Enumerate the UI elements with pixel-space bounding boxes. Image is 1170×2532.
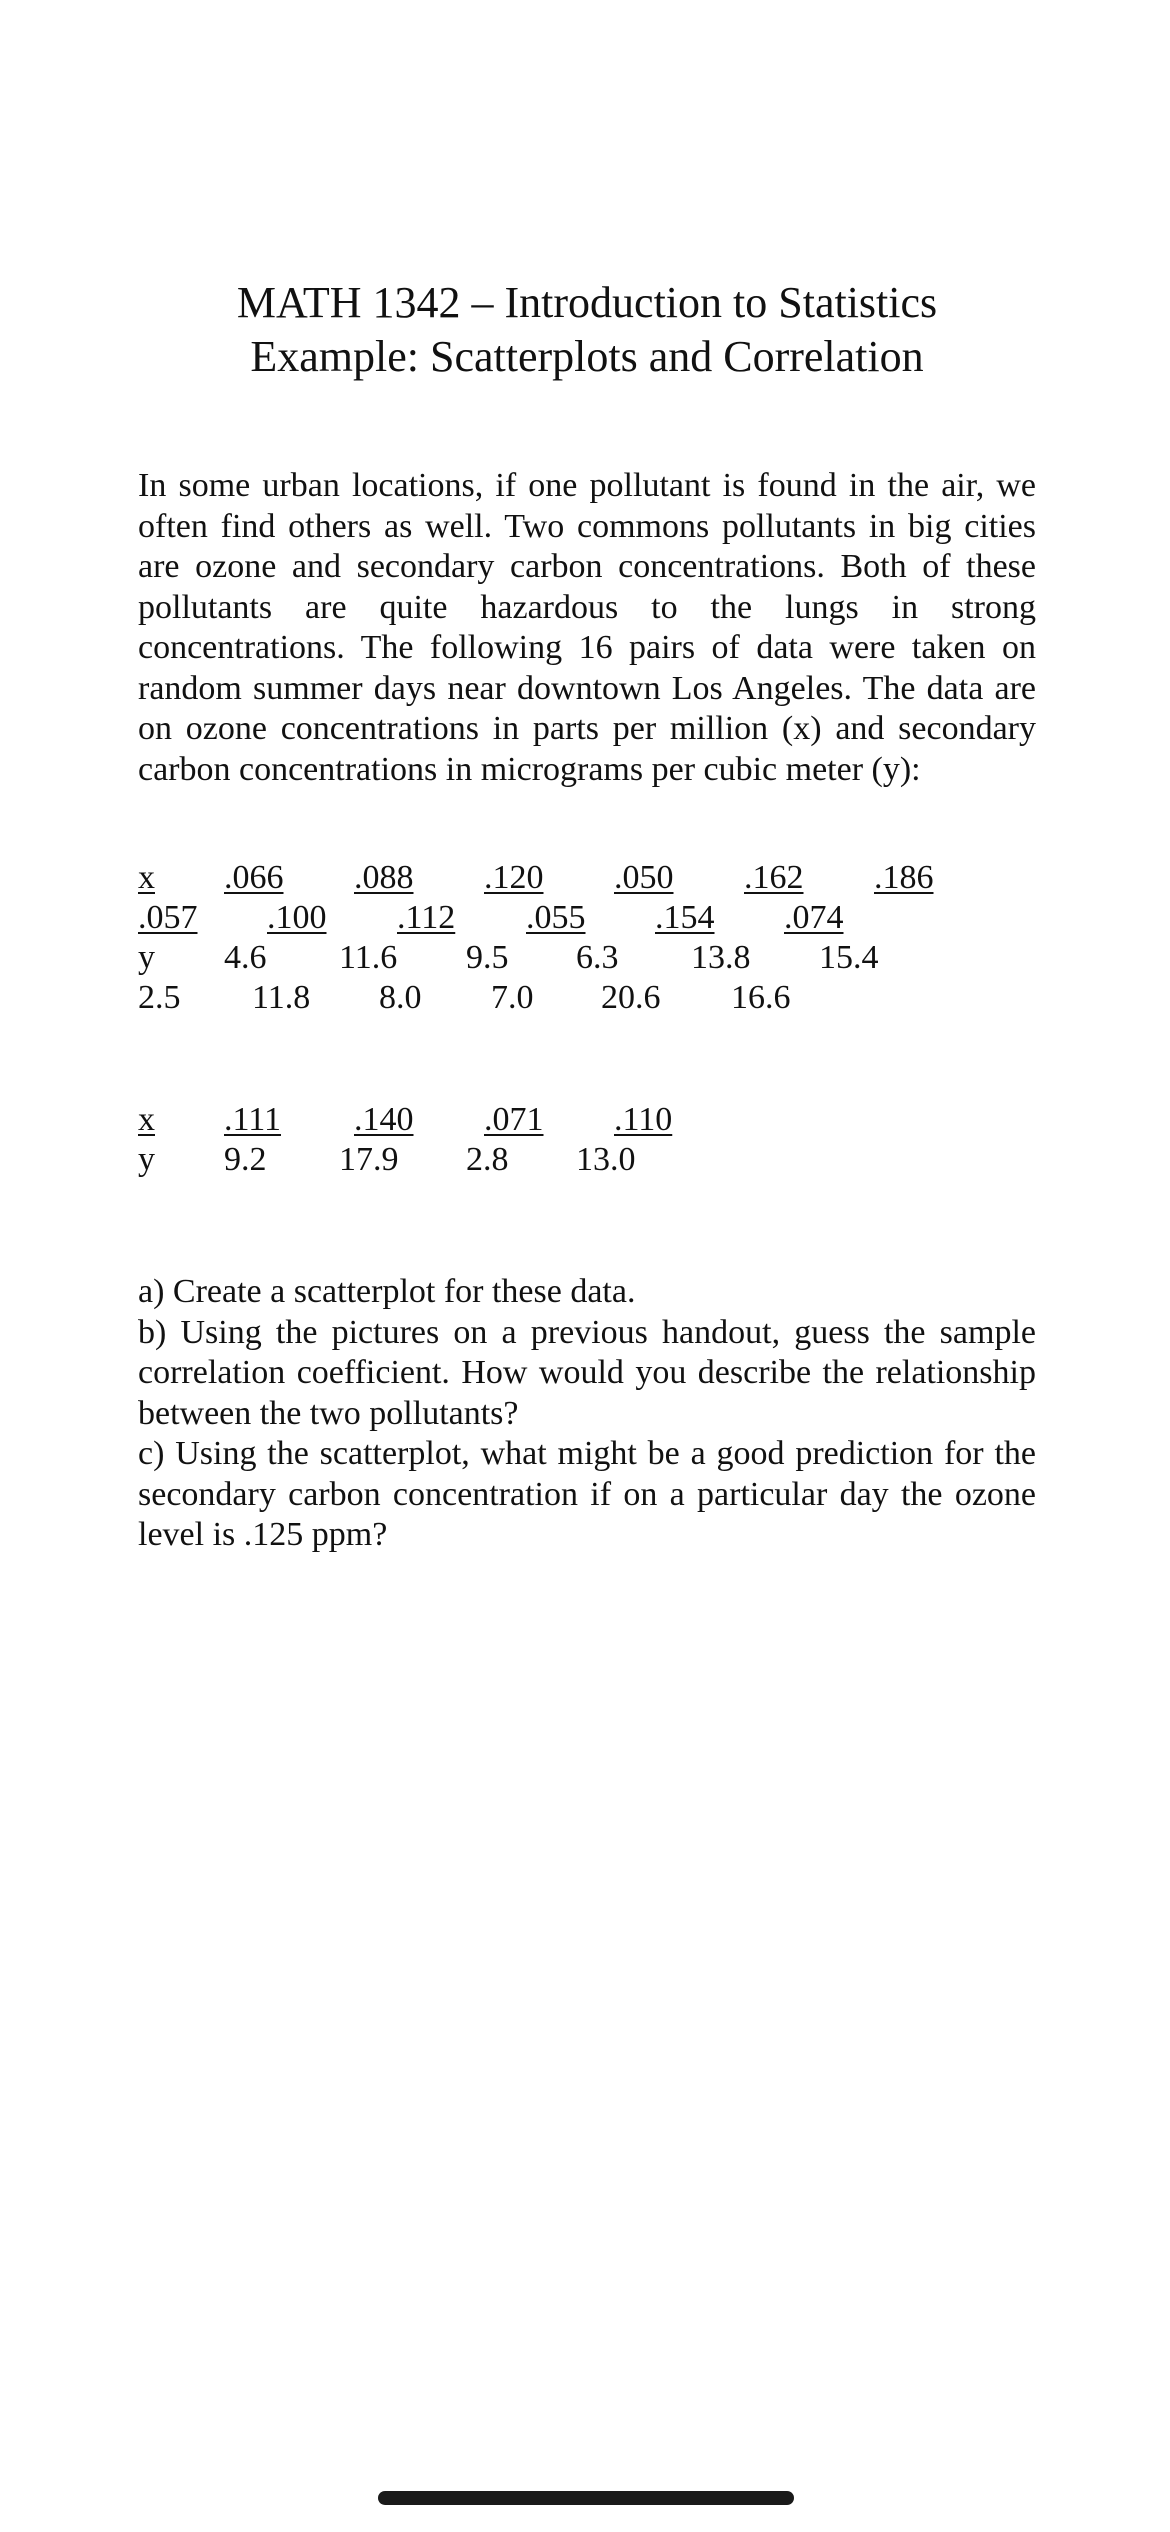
table2-y-value: 2.8 [466, 1141, 509, 1178]
table1-x-value: .186 [874, 859, 934, 896]
table1-y-value: 20.6 [601, 979, 661, 1016]
table2-y-value: 9.2 [224, 1141, 267, 1178]
intro-paragraph: In some urban locations, if one pollutant is found in the air, we often find others as well. Two commons pollutants in big cities are ozone and secondary carbon concentrations. Both of these pollutants are quite hazardous to the lungs in strong concentrations. The following 16 pairs of data were taken on random summer days near downtown Los Angeles. The data are on ozone concentrations in parts per million (x) and secondary carbon concentrations in micrograms per cubic meter (y): [138, 467, 1036, 788]
table1-x-value: .050 [614, 859, 674, 896]
table1-x-value: .057 [138, 899, 198, 936]
table2-x-label: x [138, 1101, 155, 1138]
table1-y-value: 16.6 [731, 979, 791, 1016]
table1-x-value: .074 [784, 899, 844, 936]
table2-x-value: .110 [614, 1101, 673, 1138]
table1-x-value: .088 [354, 859, 414, 896]
table1-y-value: 7.0 [491, 979, 534, 1016]
table2-x-value: .071 [484, 1101, 544, 1138]
table1-x-value: .055 [526, 899, 586, 936]
table1-y-value: 4.6 [224, 939, 267, 976]
table1-y-value: 15.4 [819, 939, 879, 976]
home-indicator[interactable] [378, 2491, 794, 2505]
table2-y-value: 13.0 [576, 1141, 636, 1178]
table1-x-value: .066 [224, 859, 284, 896]
question-b: b) Using the pictures on a previous handout, guess the sample correlation coefficient. How would you describe the relationship between the two pollutants? [138, 1313, 1036, 1432]
document-title [138, 276, 1036, 384]
example-title: Example: Scatterplots and Correlation [250, 332, 924, 381]
table1-x-value: .112 [397, 899, 456, 936]
table2-y-label: y [138, 1141, 155, 1178]
table2-x-value: .140 [354, 1101, 414, 1138]
table1-x-value: .120 [484, 859, 544, 896]
table2-y-value: 17.9 [339, 1141, 399, 1178]
table1-x-value: .162 [744, 859, 804, 896]
table1-x-value: .100 [267, 899, 327, 936]
table1-y-label: y [138, 939, 155, 976]
table1-y-value: 11.6 [339, 939, 398, 976]
table1-y-value: 6.3 [576, 939, 619, 976]
table1-x-label: x [138, 859, 155, 896]
table1-y-value: 8.0 [379, 979, 422, 1016]
table1-y-value: 9.5 [466, 939, 509, 976]
questions-section [138, 1272, 1036, 1556]
table1-x-value: .154 [655, 899, 715, 936]
table2-x-value: .111 [224, 1101, 281, 1138]
question-c: c) Using the scatterplot, what might be a good prediction for the secondary carbon concentration if on a particular day the ozone level is .125 ppm? [138, 1435, 1036, 1553]
table1-y-value: 13.8 [691, 939, 751, 976]
course-title: MATH 1342 – Introduction to Statistics [236, 278, 938, 327]
table1-y-value: 11.8 [252, 979, 311, 1016]
question-a: a) Create a scatterplot for these data. [138, 1273, 636, 1310]
table1-y-value: 2.5 [138, 979, 181, 1016]
